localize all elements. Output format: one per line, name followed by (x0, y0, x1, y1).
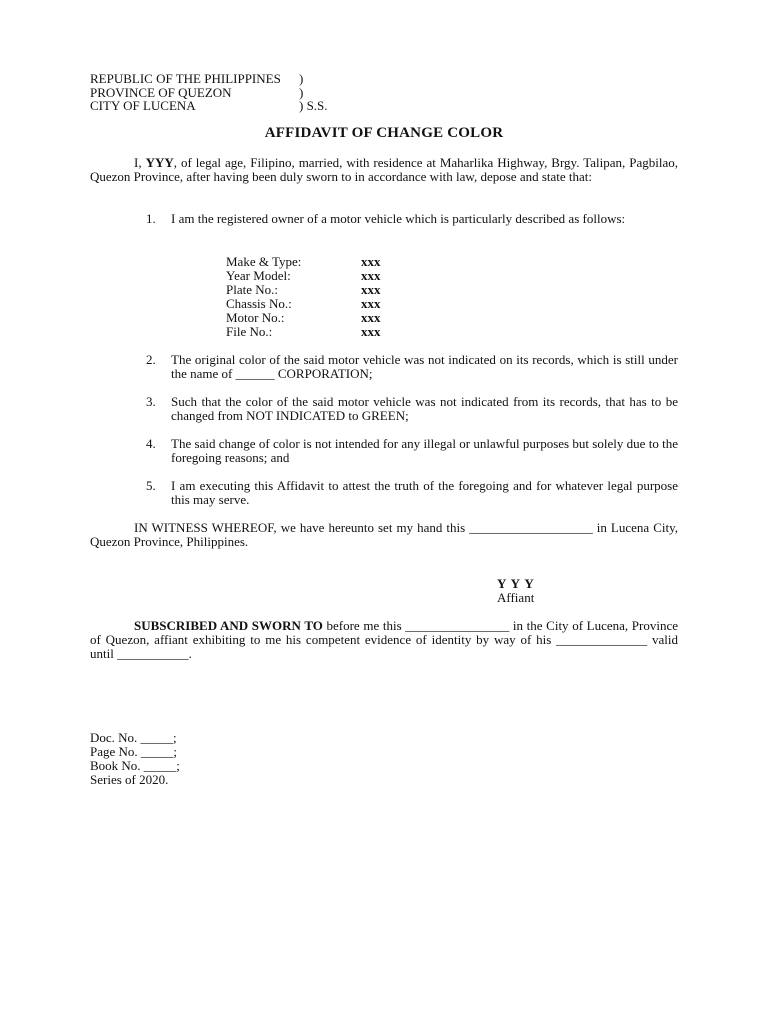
caption-city: CITY OF LUCENA (90, 98, 196, 113)
caption-republic: REPUBLIC OF THE PHILIPPINES (90, 71, 281, 86)
spec-value: xxx (361, 282, 381, 297)
book-number: Book No. _____; (90, 758, 180, 773)
intro-paragraph (90, 156, 678, 184)
item-number: 3. (146, 394, 156, 409)
spec-value: xxx (361, 296, 381, 311)
spec-value: xxx (361, 324, 381, 339)
item-text: I am the registered owner of a motor vehicle which is particularly described as follows: (171, 211, 626, 226)
spec-value: xxx (361, 310, 381, 325)
document-title: AFFIDAVIT OF CHANGE COLOR (264, 125, 504, 141)
spec-label: Year Model: (226, 268, 291, 283)
item-text: I am executing this Affidavit to attest the truth of the foregoing and for whatever legal purpose this may serve. (171, 478, 678, 507)
caption-ss: ) S.S. (299, 98, 328, 113)
jurat-text: before me this ________________ in the City of Lucena, Province of Quezon, affiant exhibiting to me his competent evidence of identity by way of his ______________ valid until ___________. (90, 618, 679, 661)
intro-text: , of legal age, Filipino, married, with residence at Maharlika Highway, Brgy. Talipan, Pagbilao, Quezon Province, after having been duly sworn to in accordance with law, depose and state that: (90, 155, 678, 184)
jurat-heading: SUBSCRIBED AND SWORN TO (134, 618, 323, 633)
item-number: 1. (146, 211, 156, 226)
signature-role: Affiant (497, 590, 535, 605)
item-text: The original color of the said motor vehicle was not indicated on its records, which is still under the name of ______ CORPORATION; (171, 352, 678, 381)
caption-paren-2: ) (299, 85, 304, 100)
caption-province: PROVINCE OF QUEZON (90, 85, 232, 100)
affiant-name: YYY (145, 155, 174, 170)
jurat-paragraph (90, 619, 678, 661)
item-text: Such that the color of the said motor vehicle was not indicated from its records, that has to be changed from NOT INDICATED to GREEN; (171, 394, 678, 423)
page-number: Page No. _____; (90, 744, 178, 759)
spec-label: Motor No.: (226, 310, 285, 325)
doc-number: Doc. No. _____; (90, 730, 177, 745)
spec-label: Make & Type: (226, 254, 302, 269)
item-number: 2. (146, 352, 156, 367)
spec-value: xxx (361, 268, 381, 283)
signature-name: Y Y Y (497, 576, 535, 591)
witness-text: IN WITNESS WHEREOF, we have hereunto set my hand this ___________________ in Lucena City, Quezon Province, Philippines. (90, 520, 678, 549)
item-number: 4. (146, 436, 156, 451)
item-text: The said change of color is not intended for any illegal or unlawful purposes but solely due to the foregoing reasons; and (171, 436, 678, 465)
intro-prefix: I, (134, 155, 146, 170)
spec-value: xxx (361, 254, 381, 269)
spec-label: File No.: (226, 324, 273, 339)
caption-paren-1: ) (299, 71, 304, 86)
series-year: Series of 2020. (90, 772, 169, 787)
spec-label: Chassis No.: (226, 296, 292, 311)
item-number: 5. (146, 478, 156, 493)
witness-paragraph (90, 521, 678, 549)
spec-label: Plate No.: (226, 282, 278, 297)
